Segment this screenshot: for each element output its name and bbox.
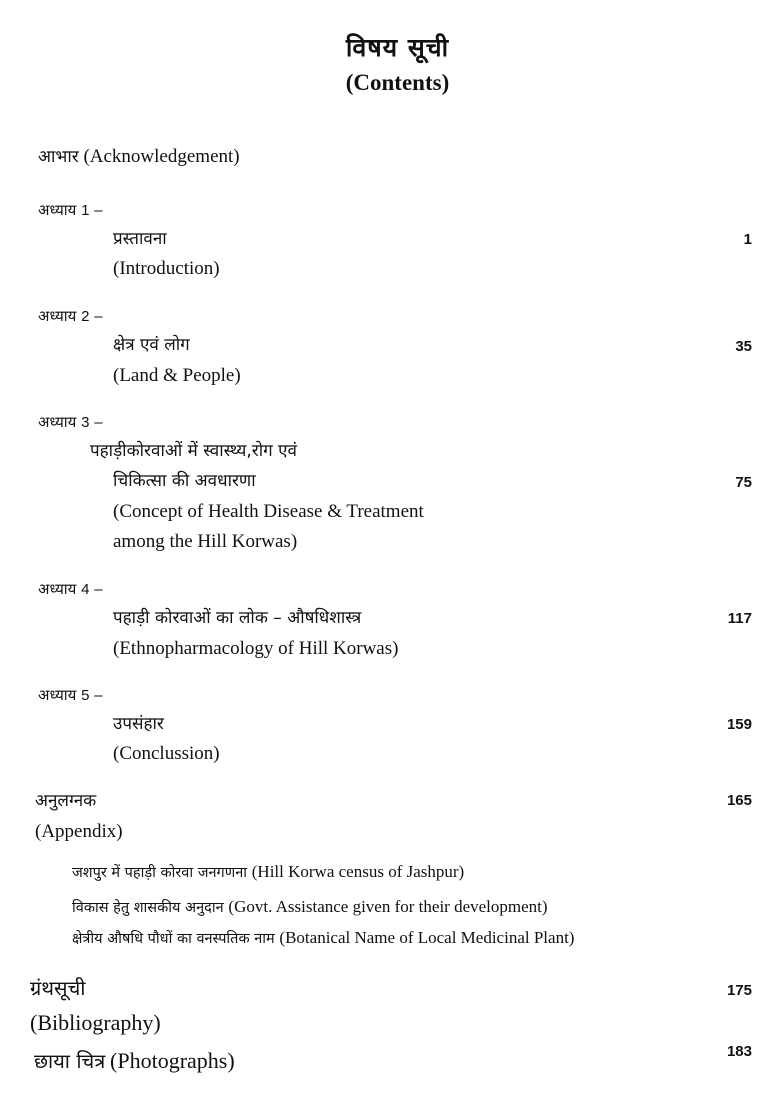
chapter-label-text: अध्याय xyxy=(38,413,77,431)
appendix-item-english: (Govt. Assistance given for their development) xyxy=(228,897,548,916)
chapter-2-page: 35 xyxy=(735,338,752,355)
bibliography-english[interactable]: (Bibliography) xyxy=(30,1010,161,1035)
page-title-english: (Contents) xyxy=(345,70,450,95)
appendix-english[interactable]: (Appendix) xyxy=(35,821,123,842)
appendix-page: 165 xyxy=(726,792,752,809)
chapter-4-page: 117 xyxy=(727,610,752,627)
acknowledgement-english: (Acknowledgement) xyxy=(83,146,240,167)
photographs-page: 183 xyxy=(726,1043,752,1060)
toc-entry-photographs[interactable] xyxy=(34,1049,235,1075)
chapter-2-label xyxy=(38,304,103,329)
appendix-item-hindi: विकास हेतु शासकीय अनुदान xyxy=(72,900,224,916)
chapter-4-label xyxy=(38,577,103,602)
chapter-5-title-english[interactable]: (Conclussion) xyxy=(113,743,220,764)
chapter-4-title-hindi[interactable]: पहाड़ी कोरवाओं का लोक – औषधिशास्त्र xyxy=(113,608,362,628)
chapter-2-title-english[interactable]: (Land & People) xyxy=(113,365,241,386)
page-title-hindi: विषय सूची xyxy=(345,33,450,62)
chapter-number: 5 xyxy=(81,687,90,704)
photographs-hindi: छाया चित्र xyxy=(34,1049,106,1073)
photographs-english: (Photographs) xyxy=(110,1048,235,1073)
chapter-3-title-hindi-line2[interactable]: चिकित्सा की अवधारणा xyxy=(113,471,256,491)
chapter-4-title-english[interactable]: (Ethnopharmacology of Hill Korwas) xyxy=(113,638,399,659)
chapter-1-title-hindi[interactable]: प्रस्तावना xyxy=(113,229,167,249)
chapter-number: 1 xyxy=(81,202,90,219)
appendix-item[interactable] xyxy=(72,895,548,920)
appendix-item[interactable] xyxy=(72,926,574,951)
dash: – xyxy=(94,414,103,431)
chapter-3-title-hindi-line1[interactable]: पहाड़ीकोरवाओं में स्वास्थ्य,रोग एवं xyxy=(90,441,297,461)
bibliography-hindi[interactable]: ग्रंथसूची xyxy=(30,976,86,1000)
dash: – xyxy=(94,581,103,598)
chapter-1-page: 1 xyxy=(743,231,752,248)
dash: – xyxy=(94,202,103,219)
acknowledgement-hindi: आभार xyxy=(38,147,79,167)
chapter-number: 3 xyxy=(81,414,90,431)
chapter-1-title-english[interactable]: (Introduction) xyxy=(113,258,220,279)
chapter-label-text: अध्याय xyxy=(38,307,77,325)
appendix-item-english: (Hill Korwa census of Jashpur) xyxy=(251,862,465,881)
dash: – xyxy=(94,687,103,704)
appendix-item-hindi: क्षेत्रीय औषधि पौधों का वनस्पतिक नाम xyxy=(72,931,275,947)
appendix-item[interactable] xyxy=(72,860,464,885)
chapter-3-page: 75 xyxy=(735,474,752,491)
chapter-3-label xyxy=(38,410,103,435)
chapter-2-title-hindi[interactable]: क्षेत्र एवं लोग xyxy=(113,335,190,355)
chapter-label-text: अध्याय xyxy=(38,201,77,219)
chapter-5-title-hindi[interactable]: उपसंहार xyxy=(113,714,164,734)
chapter-number: 4 xyxy=(81,581,90,598)
chapter-1-label xyxy=(38,198,103,223)
bibliography-page: 175 xyxy=(726,982,752,999)
chapter-5-label xyxy=(38,683,103,708)
chapter-number: 2 xyxy=(81,308,90,325)
chapter-3-title-english-line1[interactable]: (Concept of Health Disease & Treatment xyxy=(113,501,424,522)
dash: – xyxy=(94,308,103,325)
chapter-3-title-english-line2[interactable]: among the Hill Korwas) xyxy=(113,531,298,552)
appendix-hindi[interactable]: अनुलग्नक xyxy=(35,791,97,811)
chapter-label-text: अध्याय xyxy=(38,580,77,598)
chapter-5-page: 159 xyxy=(726,716,752,733)
toc-entry-acknowledgement[interactable] xyxy=(38,145,240,169)
appendix-item-hindi: जशपुर में पहाड़ी कोरवा जनगणना xyxy=(72,865,247,881)
appendix-item-english: (Botanical Name of Local Medicinal Plant) xyxy=(279,928,575,947)
chapter-label-text: अध्याय xyxy=(38,686,77,704)
